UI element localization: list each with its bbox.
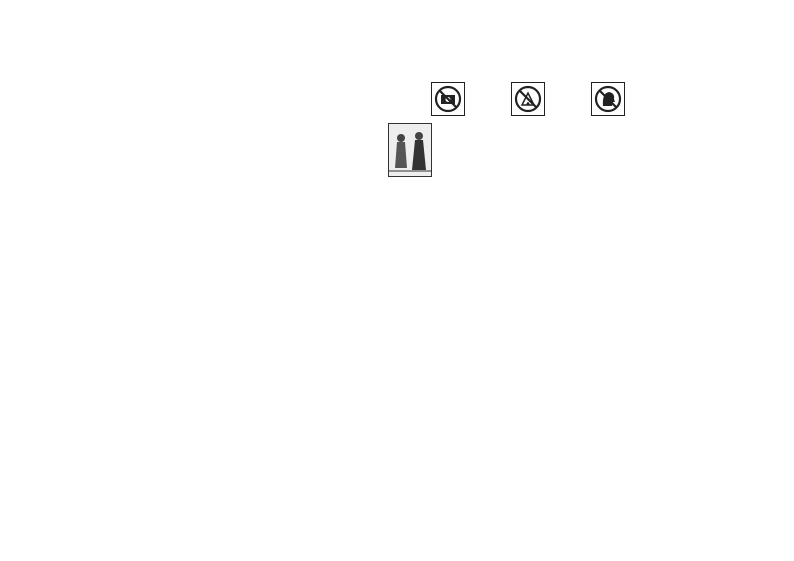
sign-b [511, 82, 545, 116]
no-camera-icon [434, 85, 462, 113]
sign-a [431, 82, 465, 116]
passage-illustration [388, 123, 432, 177]
passage-text-top [435, 122, 678, 177]
no-camping-fire-icon [514, 85, 542, 113]
no-head-icon [594, 85, 622, 113]
passage-block [388, 122, 678, 177]
right-column [388, 78, 678, 177]
sign-c [591, 82, 625, 116]
forest-signs [388, 78, 678, 118]
